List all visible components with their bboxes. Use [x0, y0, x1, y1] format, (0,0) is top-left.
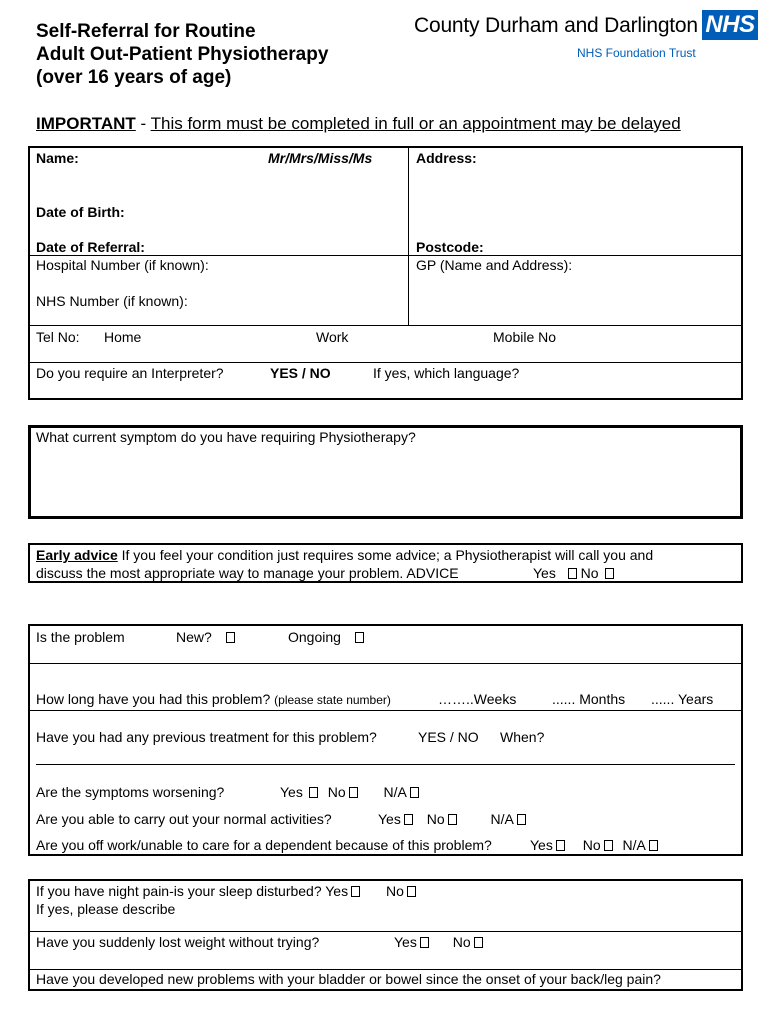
- tel-label: Tel No:: [36, 329, 80, 345]
- work-label: Work: [316, 329, 349, 345]
- how-long-hint: (please state number): [274, 693, 391, 707]
- weight-yes-label: Yes: [394, 934, 417, 950]
- bladder-question: Have you developed new problems with your bladder or bowel since the onset of your back/leg pain?: [36, 971, 661, 987]
- dor-label: Date of Referral:: [36, 239, 145, 255]
- title-line-1: Self-Referral for Routine: [36, 21, 256, 42]
- advice-line-1: [36, 547, 653, 564]
- interpreter-options[interactable]: YES / NO: [270, 365, 331, 381]
- advice-yes-checkbox[interactable]: [568, 568, 577, 579]
- worsening-na-label: N/A: [383, 784, 407, 800]
- advice-yes: [533, 565, 614, 582]
- offwork-na-checkbox[interactable]: [649, 840, 658, 851]
- redflag-divider-1: [29, 931, 742, 932]
- advice-no-checkbox[interactable]: [605, 568, 614, 579]
- new-label: New?: [176, 629, 212, 645]
- language-question: If yes, which language?: [373, 365, 520, 381]
- how-long-text: How long have you had this problem?: [36, 691, 271, 707]
- offwork-yes-label: Yes: [530, 837, 553, 853]
- activities-no-label: No: [426, 811, 445, 827]
- how-long-question: [36, 691, 391, 709]
- title-options[interactable]: Mr/Mrs/Miss/Ms: [268, 150, 373, 166]
- offwork-no-checkbox[interactable]: [604, 840, 613, 851]
- years-field[interactable]: ...... Years: [651, 691, 714, 707]
- row-divider-2: [29, 325, 742, 326]
- weeks-field[interactable]: ……..Weeks: [438, 691, 517, 707]
- is-problem-label: Is the problem: [36, 629, 125, 645]
- offwork-yes-checkbox[interactable]: [556, 840, 565, 851]
- postcode-label: Postcode:: [416, 239, 484, 255]
- nhs-logo: NHS: [702, 10, 758, 40]
- previous-treatment-options[interactable]: YES / NO: [418, 729, 479, 745]
- important-text: This form must be completed in full or an appointment may be delayed: [150, 114, 681, 133]
- ongoing-label: Ongoing: [288, 629, 341, 645]
- worsening-options: [280, 784, 419, 801]
- redflag-divider-2: [29, 969, 742, 970]
- form-title: [36, 20, 328, 89]
- advice-label: Early advice: [36, 547, 118, 563]
- advice-no-label: No: [580, 565, 599, 581]
- title-line-2: Adult Out-Patient Physiotherapy: [36, 44, 329, 65]
- activities-question: Are you able to carry out your normal activities?: [36, 811, 332, 827]
- night-pain-row: [36, 883, 416, 900]
- night-pain-no-label: No: [386, 883, 404, 899]
- important-sep: -: [135, 114, 151, 133]
- night-pain-describe: If yes, please describe: [36, 901, 176, 917]
- dob-label: Date of Birth:: [36, 204, 125, 220]
- worsening-question: Are the symptoms worsening?: [36, 784, 225, 800]
- night-pain-yes-checkbox[interactable]: [351, 886, 360, 897]
- interpreter-question: Do you require an Interpreter?: [36, 365, 224, 381]
- advice-text-2: discuss the most appropriate way to manage your problem. ADVICE: [36, 565, 459, 581]
- org-name: County Durham and Darlington: [414, 14, 698, 37]
- months-field[interactable]: ...... Months: [552, 691, 626, 707]
- worsening-no-checkbox[interactable]: [349, 787, 358, 798]
- weight-yes-checkbox[interactable]: [420, 937, 429, 948]
- offwork-no-label: No: [582, 837, 601, 853]
- worsening-yes-label: Yes: [280, 784, 303, 800]
- nhs-number-label: NHS Number (if known):: [36, 293, 188, 309]
- advice-text-1: If you feel your condition just requires some advice; a Physiotherapist will call you and: [121, 547, 654, 563]
- offwork-na-label: N/A: [622, 837, 646, 853]
- problem-divider-2: [29, 710, 742, 711]
- activities-options: [378, 811, 526, 828]
- title-line-3: (over 16 years of age): [36, 67, 232, 88]
- new-option: [176, 629, 235, 646]
- night-pain-no-checkbox[interactable]: [407, 886, 416, 897]
- hospital-number-label: Hospital Number (if known):: [36, 257, 209, 273]
- row-divider-3: [29, 362, 742, 363]
- address-label: Address:: [416, 150, 477, 166]
- name-label: Name:: [36, 150, 79, 166]
- problem-divider-1: [29, 663, 742, 664]
- gp-label: GP (Name and Address):: [416, 257, 573, 273]
- ongoing-option: [288, 629, 364, 646]
- offwork-options: [530, 837, 658, 854]
- worsening-yes-checkbox[interactable]: [309, 787, 318, 798]
- mobile-label: Mobile No: [493, 329, 557, 345]
- night-pain-question: If you have night pain-is your sleep disturbed? Yes: [36, 883, 349, 899]
- when-label: When?: [500, 729, 545, 745]
- new-checkbox[interactable]: [226, 632, 235, 643]
- weight-question: Have you suddenly lost weight without trying?: [36, 934, 320, 950]
- problem-divider-3: [36, 764, 735, 765]
- weight-no-label: No: [452, 934, 471, 950]
- weight-no-checkbox[interactable]: [474, 937, 483, 948]
- activities-yes-checkbox[interactable]: [404, 814, 413, 825]
- activities-no-checkbox[interactable]: [448, 814, 457, 825]
- weight-options: [394, 934, 483, 951]
- important-label: IMPORTANT: [36, 114, 136, 133]
- home-label: Home: [104, 329, 142, 345]
- org-subtitle: NHS Foundation Trust: [577, 46, 696, 60]
- advice-yes-label: Yes: [533, 565, 556, 581]
- ongoing-checkbox[interactable]: [355, 632, 364, 643]
- previous-treatment-question: Have you had any previous treatment for this problem?: [36, 729, 377, 745]
- activities-yes-label: Yes: [378, 811, 401, 827]
- worsening-na-checkbox[interactable]: [410, 787, 419, 798]
- activities-na-label: N/A: [490, 811, 514, 827]
- personal-divider: [408, 147, 409, 325]
- symptom-question: What current symptom do you have requiring Physiotherapy?: [36, 429, 416, 445]
- important-notice: [36, 114, 681, 134]
- offwork-question: Are you off work/unable to care for a dependent because of this problem?: [36, 837, 492, 853]
- activities-na-checkbox[interactable]: [517, 814, 526, 825]
- worsening-no-label: No: [327, 784, 346, 800]
